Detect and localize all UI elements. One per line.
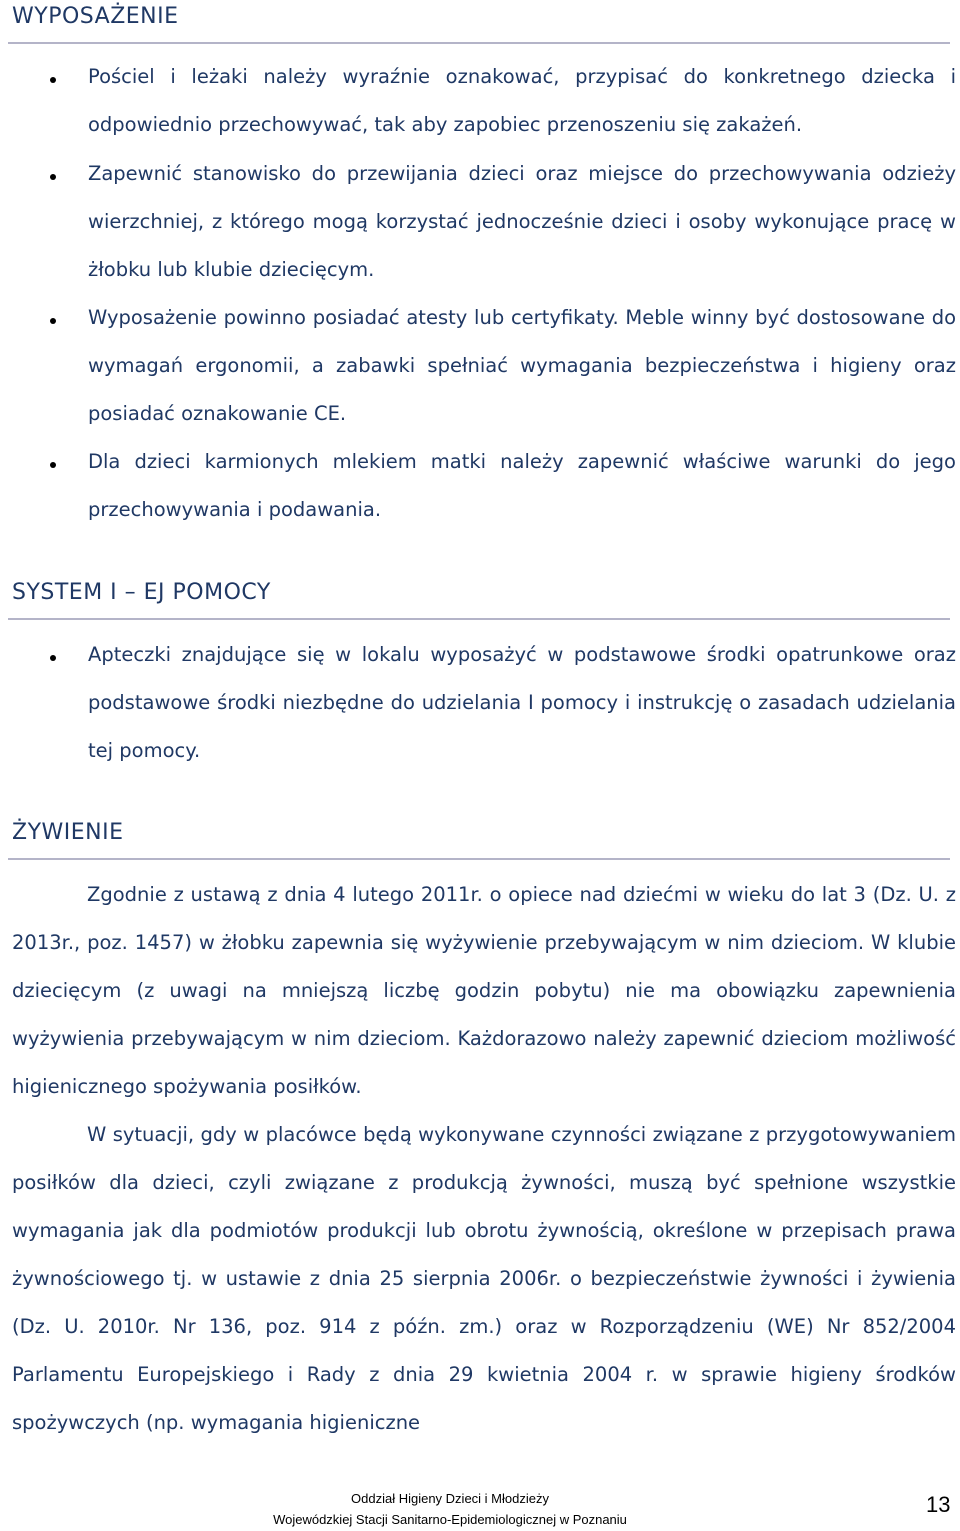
list-item-text: Pościel i leżaki należy wyraźnie oznakować, przypisać do konkretnego dziecka i odpowiednio przechowywać, tak aby zapobiec przenoszeniu się zakażeń. [88, 65, 956, 136]
list-item-text: Zapewnić stanowisko do przewijania dzieci oraz miejsce do przechowywania odzieży wierzchniej, z którego mogą korzystać jednocześnie dzieci i osoby wykonujące pracę w żłobku lub klubie dziecięcym. [88, 162, 956, 281]
paragraph: Zgodnie z ustawą z dnia 4 lutego 2011r. o opiece nad dziećmi w wieku do lat 3 (Dz. U. z 2013r., poz. 1457) w żłobku zapewnia się wyżywienie przebywającym w nim dzieciom. W klubie dziecięcym (z uwagi na mniejszą liczbę godzin pobytu) nie ma obowiązku zapewnienia wyżywienia przebywającym w nim dzieciom. Każdorazowo należy zapewnić dzieciom możliwość higienicznego spożywania posiłków. [12, 883, 956, 1098]
list-item-text: Wyposażenie powinno posiadać atesty lub certyfikaty. Meble winny być dostosowane do wymagań ergonomii, a zabawki spełniać wymagania bezpieczeństwa i higieny oraz posiadać oznakowanie CE. [88, 306, 956, 425]
footer-line-department: Oddział Higieny Dzieci i Młodzieży [351, 1491, 549, 1506]
list-item-text: Apteczki znajdujące się w lokalu wyposażyć w podstawowe środki opatrunkowe oraz podstawowe środki niezbędne do udzielania I pomocy i instrukcję o zasadach udzielania tej pomocy. [88, 643, 956, 762]
heading-underline [8, 618, 950, 620]
bullet-icon [50, 77, 56, 83]
heading-underline [8, 42, 950, 44]
bullet-icon [50, 462, 56, 468]
list-item-text: Dla dzieci karmionych mlekiem matki należy zapewnić właściwe warunki do jego przechowywania i podawania. [88, 450, 956, 521]
section-heading-first-aid: SYSTEM I – EJ POMOCY [12, 580, 271, 605]
bullet-icon [50, 655, 56, 661]
section-heading-wyposazenie: WYPOSAŻENIE [12, 4, 179, 29]
footer-line-institution: Wojewódzkiej Stacji Sanitarno-Epidemiologicznej w Poznaniu [273, 1512, 627, 1527]
bullet-icon [50, 318, 56, 324]
heading-underline [8, 858, 950, 860]
paragraph: W sytuacji, gdy w placówce będą wykonywane czynności związane z przygotowywaniem posiłków dla dzieci, czyli związane z produkcją żywności, muszą być spełnione wszystkie wymagania jak dla podmiotów produkcji lub obrotu żywnością, określone w przepisach prawa żywnościowego tj. w ustawie z dnia 25 sierpnia 2006r. o bezpieczeństwie żywności i żywienia (Dz. U. 2010r. Nr 136, poz. 914 z późn. zm.) oraz w Rozporządzeniu (WE) Nr 852/2004 Parlamentu Europejskiego i Rady z dnia 29 kwietnia 2004 r. w sprawie higieny środków spożywczych (np. wymagania higieniczne [12, 1123, 956, 1434]
bullet-icon [50, 174, 56, 180]
page-footer [0, 1488, 900, 1530]
section-heading-zywienie: ŻYWIENIE [12, 820, 124, 845]
page-number: 13 [926, 1492, 951, 1517]
